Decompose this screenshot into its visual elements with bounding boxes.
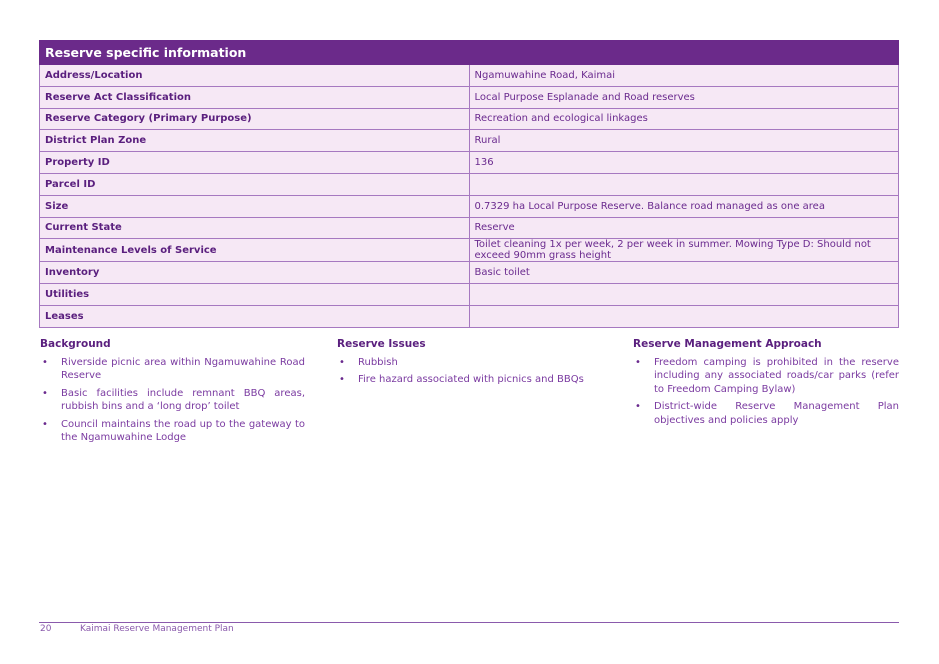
row-label: Reserve Category (Primary Purpose) — [40, 108, 470, 130]
row-label: Maintenance Levels of Service — [40, 239, 470, 262]
list-item-text: Rubbish — [358, 356, 398, 368]
background-list — [40, 356, 305, 445]
table-row — [40, 152, 899, 174]
row-label: Reserve Act Classification — [40, 86, 470, 108]
list-item-text: Freedom camping is prohibited in the reserve including any associated roads/car parks (refer to Freedom Camping Bylaw) — [654, 356, 899, 395]
list-item — [633, 356, 899, 397]
issues-list — [337, 356, 602, 387]
row-value: Ngamuwahine Road, Kaimai — [469, 65, 899, 87]
row-value — [469, 284, 899, 306]
row-label: Current State — [40, 217, 470, 239]
table-title: Reserve specific information — [40, 41, 899, 65]
table-row — [40, 195, 899, 217]
bullet-icon: • — [42, 356, 48, 368]
bullet-icon: • — [635, 356, 641, 368]
row-label: Size — [40, 195, 470, 217]
table-row — [40, 130, 899, 152]
reserve-info-table — [39, 40, 899, 328]
row-value — [469, 173, 899, 195]
list-item-text: Fire hazard associated with picnics and BBQs — [358, 374, 584, 385]
table-row — [40, 86, 899, 108]
table-row — [40, 262, 899, 284]
bullet-icon: • — [42, 387, 48, 399]
row-value: 0.7329 ha Local Purpose Reserve. Balance road managed as one area — [469, 195, 899, 217]
issues-heading: Reserve Issues — [337, 338, 426, 350]
row-label: Address/Location — [40, 65, 470, 87]
row-value — [469, 305, 899, 327]
row-value: Recreation and ecological linkages — [469, 108, 899, 130]
list-item — [40, 387, 305, 414]
bullet-icon: • — [339, 356, 345, 368]
background-section — [40, 338, 305, 449]
row-value: Rural — [469, 130, 899, 152]
document-title: Kaimai Reserve Management Plan — [80, 624, 234, 634]
list-item-text: Basic facilities include remnant BBQ areas, rubbish bins and a ‘long drop’ toilet — [61, 387, 305, 412]
row-label: District Plan Zone — [40, 130, 470, 152]
row-label: Inventory — [40, 262, 470, 284]
list-item — [633, 400, 899, 427]
background-heading: Background — [40, 338, 111, 350]
row-value: Basic toilet — [469, 262, 899, 284]
bullet-icon: • — [42, 418, 48, 430]
table-row — [40, 217, 899, 239]
row-label: Utilities — [40, 284, 470, 306]
row-label: Parcel ID — [40, 173, 470, 195]
list-item-text: Council maintains the road up to the gateway to the Ngamuwahine Lodge — [61, 418, 305, 443]
list-item — [337, 356, 602, 370]
issues-section — [337, 338, 602, 391]
page-number: 20 — [40, 624, 52, 634]
list-item-text: District-wide Reserve Management Plan objectives and policies apply — [654, 401, 899, 426]
approach-list — [633, 356, 899, 428]
row-label: Property ID — [40, 152, 470, 174]
table-row — [40, 65, 899, 87]
footer-divider — [39, 622, 899, 623]
approach-section — [633, 338, 899, 431]
table-row — [40, 108, 899, 130]
row-value: Reserve — [469, 217, 899, 239]
table-row — [40, 305, 899, 327]
row-label: Leases — [40, 305, 470, 327]
table-row — [40, 239, 899, 262]
approach-heading: Reserve Management Approach — [633, 338, 822, 350]
list-item-text: Riverside picnic area within Ngamuwahine Road Reserve — [61, 356, 305, 381]
list-item — [40, 356, 305, 383]
bullet-icon: • — [635, 401, 641, 412]
row-value: Local Purpose Esplanade and Road reserves — [469, 86, 899, 108]
table-row — [40, 284, 899, 306]
list-item — [337, 373, 602, 387]
row-value: Toilet cleaning 1x per week, 2 per week in summer. Mowing Type D: Should not exceed 90mm grass height — [469, 239, 899, 262]
bullet-icon: • — [339, 374, 345, 385]
table-row — [40, 173, 899, 195]
list-item — [40, 418, 305, 445]
row-value: 136 — [469, 152, 899, 174]
